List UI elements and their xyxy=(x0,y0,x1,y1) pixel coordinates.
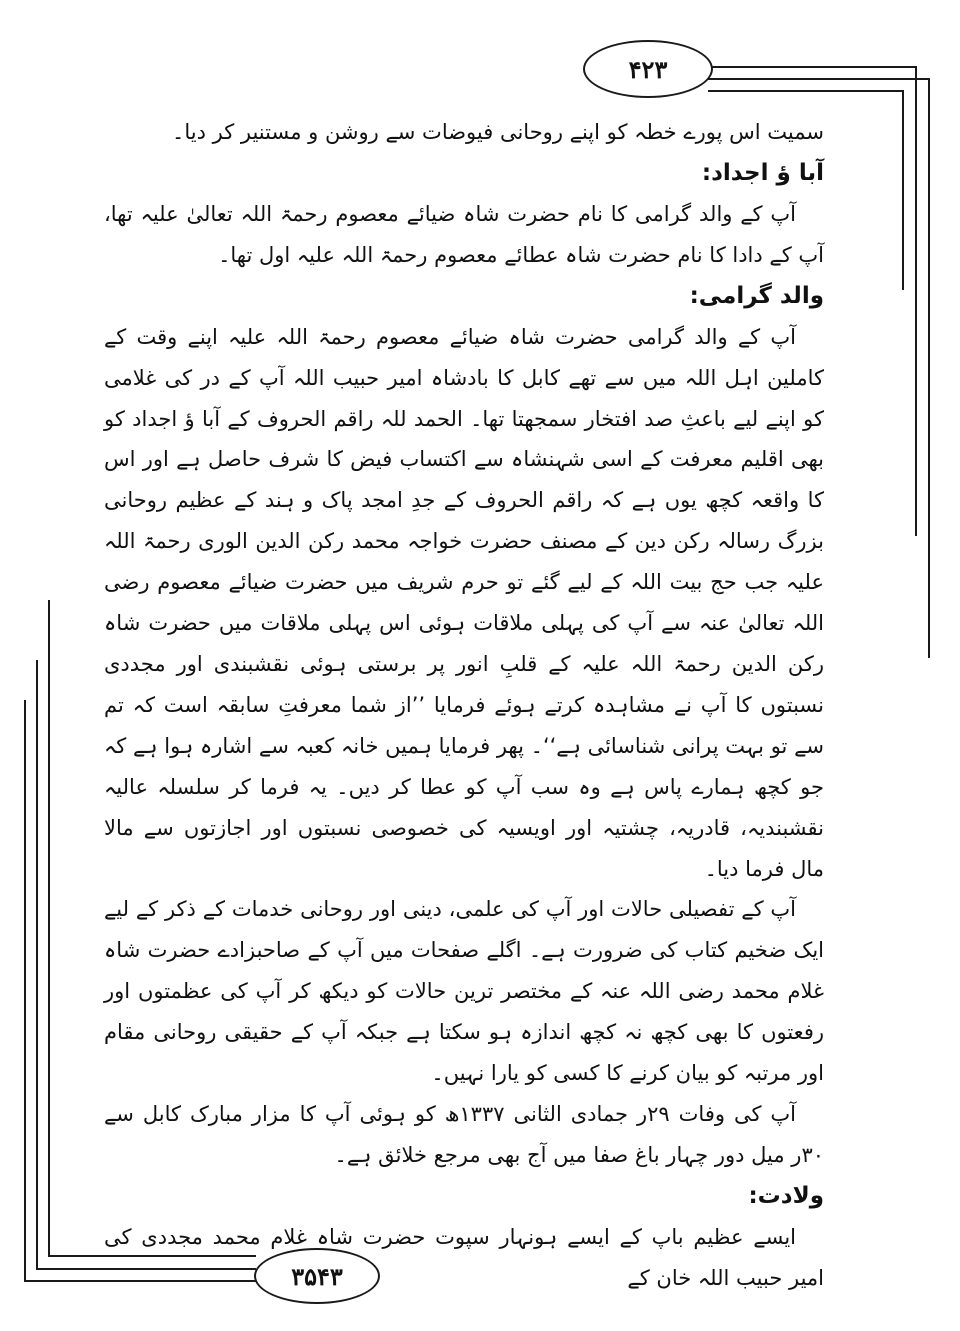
frame-line-top-middle xyxy=(708,78,930,80)
paragraph-details: آپ کے تفصیلی حالات اور آپ کی علمی، دینی اور روحانی خدمات کے ذکر کے لیے ایک ضخیم کتاب کی ضرورت ہے۔ اگلے صفحات میں آپ کے صاحبزادے حضرت شاہ غلام محمد رضی اللہ عنہ کے مختصر ترین حالات کو دیکھ کر آپ کی عظمتوں اور رفعتوں کا بھی کچھ نہ کچھ اندازہ ہو سکتا ہے جبکہ آپ کے حقیقی روحانی مقام اور مرتبہ کو بیان کرنے کا کسی کو یارا نہیں۔ xyxy=(104,897,824,1086)
frame-line-left-middle xyxy=(36,660,38,1270)
frame-line-top-outer xyxy=(700,66,917,68)
paragraph-birth: ایسے عظیم باپ کے ایسے ہونہار سپوت حضرت شاہ غلام محمد مجددی کی امیر حبیب اللہ خان کے xyxy=(104,1224,824,1290)
page-number-top: ۴۲۳ xyxy=(583,40,713,98)
heading-birth: ولادت: xyxy=(748,1182,824,1209)
heading-ancestors: آبا ؤ اجداد: xyxy=(701,159,824,186)
frame-line-right-middle xyxy=(915,66,917,536)
page-content xyxy=(104,112,824,1299)
frame-line-left-outer xyxy=(24,700,26,1280)
page-number-bottom: ۳۵۴۳ xyxy=(254,1248,380,1304)
frame-line-top-inner xyxy=(708,90,904,92)
paragraph-intro: سمیت اس پورے خطہ کو اپنے روحانی فیوضات سے روشن و مستنیر کر دیا۔ xyxy=(172,120,824,144)
heading-father: والد گرامی: xyxy=(689,282,824,309)
frame-line-right-outer xyxy=(928,78,930,658)
frame-line-right-inner xyxy=(902,90,904,290)
paragraph-death: آپ کی وفات ۲۹ر جمادی الثانی ۱۳۳۷ھ کو ہوئی آپ کا مزار مبارک کابل سے ۳۰ر میل دور چہار باغ صفا میں آج بھی مرجع خلائق ہے۔ xyxy=(104,1101,824,1167)
paragraph-father: آپ کے والد گرامی حضرت شاہ ضیائے معصوم رحمۃ اللہ علیہ اپنے وقت کے کاملین اہل اللہ میں سے تھے کابل کا بادشاہ امیر حبیب اللہ آپ کے در کی غلامی کو اپنے لیے باعثِ صد افتخار سمجھتا تھا۔ الحمد للہ راقم الحروف کے آبا ؤ اجداد کو بھی اقلیم معرفت کے اسی شہنشاہ سے اکتساب فیض کا شرف حاصل ہے اور اس کا واقعہ کچھ یوں ہے کہ راقم الحروف کے جدِ امجد پاک و ہند کے عظیم روحانی بزرگ رسالہ رکن دین کے مصنف حضرت خواجہ محمد رکن الدین الوری رحمۃ اللہ علیہ جب حج بیت اللہ کے لیے گئے تو حرم شریف میں حضرت ضیائے معصوم رضی اللہ تعالیٰ عنہ سے آپ کی پہلی ملاقات ہوئی اس پہلی ملاقات میں حضرت شاہ رکن الدین رحمۃ اللہ علیہ کے قلبِ انور پر برستی ہوئی نقشبندی اور مجددی نسبتوں کا آپ نے مشاہدہ کرتے ہوئے فرمایا ’’از شما معرفتِ سابقہ است کہ تم سے تو بہت پرانی شناسائی ہے‘‘۔ پھر فرمایا ہمیں خانہ کعبہ سے اشارہ ہوا ہے کہ جو کچھ ہمارے پاس ہے وہ سب آپ کو عطا کر دیں۔ یہ فرما کر سلسلہ عالیہ نقشبندیہ، قادریہ، چشتیہ اور اویسیہ کی خصوصی نسبتوں اور اجازتوں سے مالا مال فرما دیا۔ xyxy=(104,324,824,881)
frame-line-left-inner xyxy=(48,600,50,1256)
paragraph-ancestors: آپ کے والد گرامی کا نام حضرت شاہ ضیائے معصوم رحمۃ اللہ تعالیٰ علیہ تھا، آپ کے دادا کا نام حضرت شاہ عطائے معصوم رحمۃ اللہ علیہ اول تھا۔ xyxy=(104,201,824,267)
